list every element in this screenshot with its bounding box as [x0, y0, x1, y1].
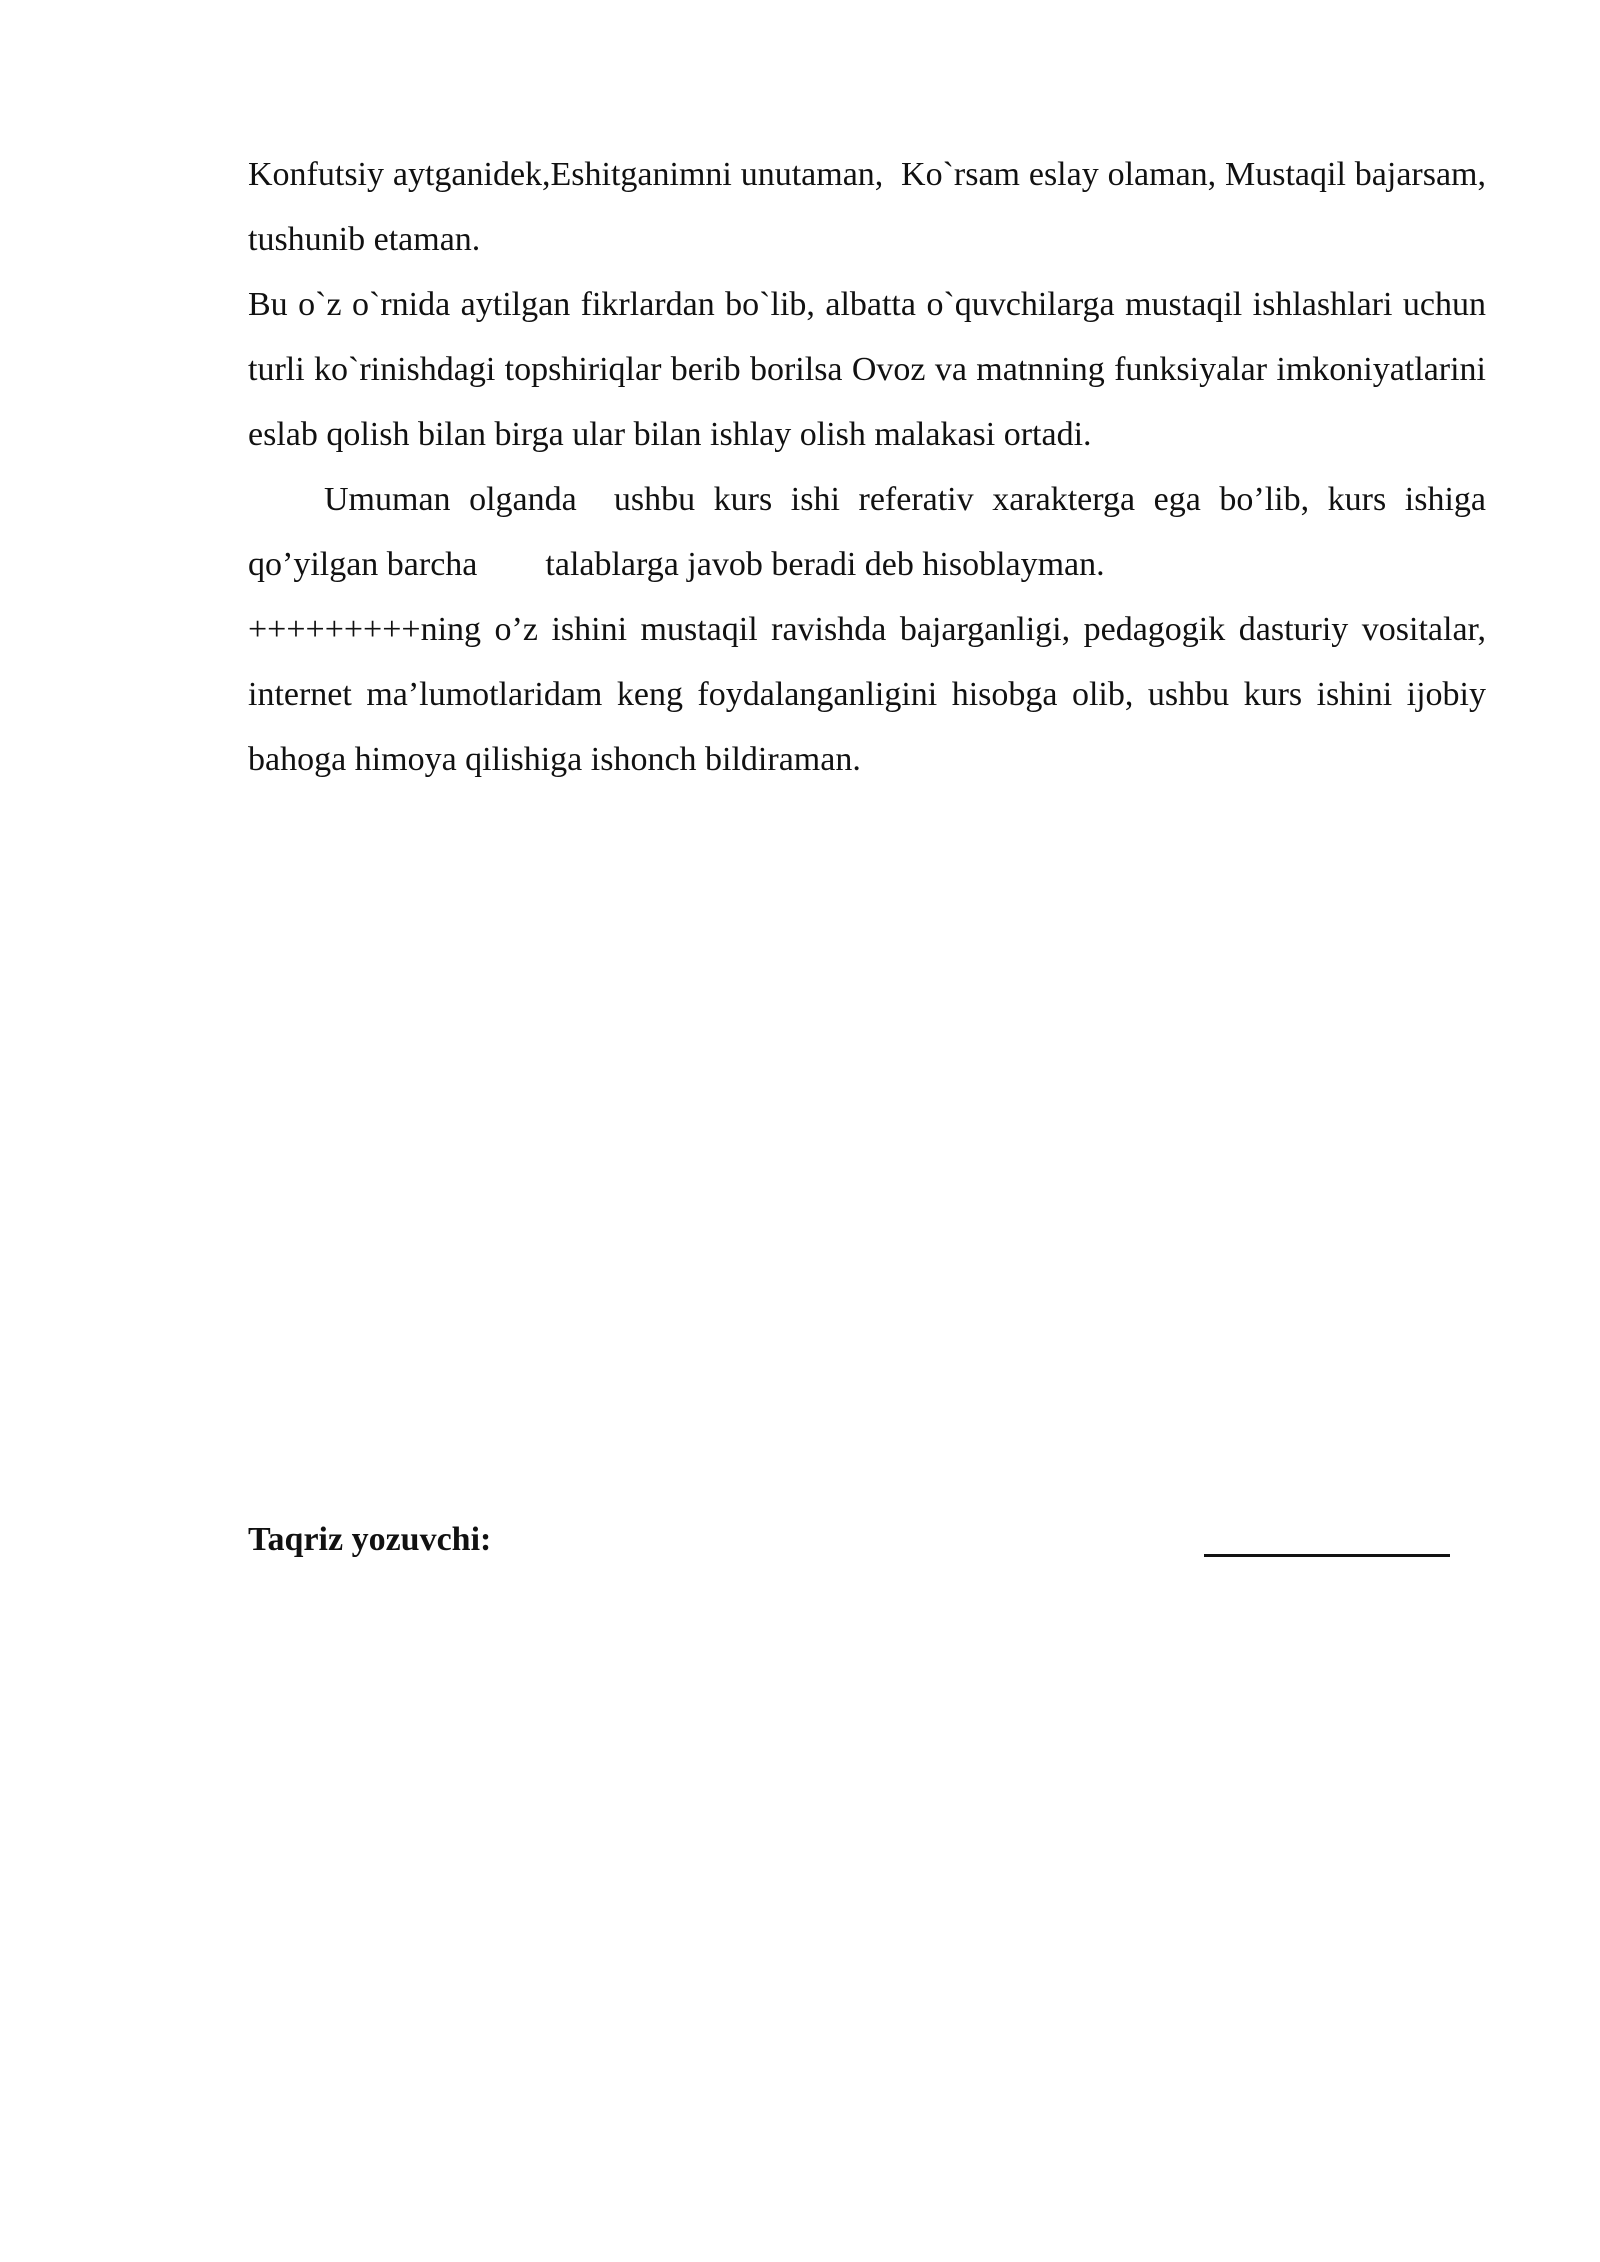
- signature-row: [248, 1510, 1448, 1570]
- paragraph-independent-work: Bu o`z o`rnida aytilgan fikrlardan bo`lib, albatta o`quvchilarga mustaqil ishlashlari uchun turli ko`rinishdagi topshiriqlar berib borilsa Ovoz va matnning funksiyalar imkoniyatlarini eslab qolish bilan birga ular bilan ishlay olish malakasi ortadi.: [248, 286, 1486, 453]
- paragraph-recommendation: +++++++++ning o’z ishini mustaqil ravishda bajarganligi, pedagogik dasturiy vositalar, internet ma’lumotlaridam keng foydalanganligini hisobga olib, ushbu kurs ishini ijobiy bahoga himoya qilishiga ishonch bildiraman.: [248, 611, 1486, 778]
- paragraph-confucius-quote: Konfutsiy aytganidek,Eshitganimni unutaman, Ko`rsam eslay olaman, Mustaqil bajarsam, tushunib etaman.: [248, 156, 1495, 258]
- review-body-text: [248, 142, 1495, 792]
- reviewer-label: Taqriz yozuvchi:: [248, 1521, 492, 1558]
- paragraph-conclusion: Umuman olganda ushbu kurs ishi referativ xarakterga ega bo’lib, kurs ishiga qo’yilgan barcha talablarga javob beradi deb hisoblayman.: [248, 481, 1495, 583]
- signature-line: [1204, 1554, 1450, 1557]
